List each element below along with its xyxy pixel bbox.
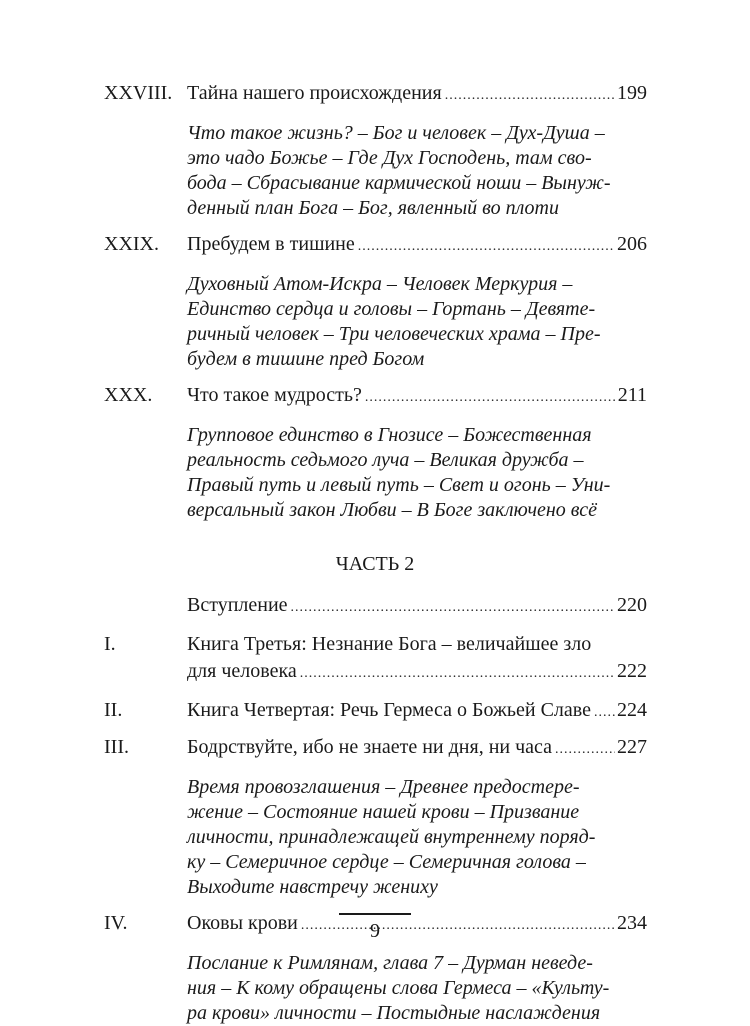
entry-description: Групповое единство в Гнозисе – Божественная реальность седьмого луча – Великая дружба – Правый путь и левый путь – Свет и огонь – Уни- версальный закон Любви – В Боге заключено всё (187, 424, 611, 521)
entry-title: Что такое мудрость? (187, 384, 362, 406)
leader-dots (358, 233, 615, 260)
entry-number: XXX. (104, 384, 153, 406)
entry-page-number: 222 (617, 660, 647, 682)
entry-page-number: 211 (617, 384, 647, 406)
toc-entry-intro[interactable] (104, 592, 647, 621)
toc-entry-xxix[interactable] (104, 231, 647, 260)
leader-dots (291, 594, 615, 621)
entry-page-number: 220 (617, 594, 647, 616)
toc-entry-ii[interactable] (104, 697, 647, 726)
entry-number: II. (104, 699, 123, 721)
toc-entry-xxviii[interactable] (104, 80, 647, 109)
leader-dots (445, 82, 615, 109)
entry-title-line2: для человека (187, 660, 297, 682)
entry-description: Послание к Римлянам, глава 7 – Дурман неведе- ния – К кому обращены слова Гермеса – «Культу- ра крови» личности – Постыдные наслаждения (187, 952, 610, 1024)
entry-description: Время провозглашения – Древнее предостере- жение – Состояние нашей крови – Призвание личности, принадлежащей внутреннему поряд- ку – Семеричное сердце – Семеричная голова – Выходите навстречу жениху (187, 776, 596, 898)
leader-dots (555, 736, 615, 763)
page-number: 9 (370, 920, 380, 942)
entry-page-number: 224 (617, 699, 647, 721)
entry-page-number: 234 (617, 912, 647, 934)
entry-number: IV. (104, 912, 128, 934)
entry-description: Духовный Атом-Искра – Человек Меркурия – Единство сердца и головы – Гортань – Девяте- ричный человек – Три человеческих храма – Пре- будем в тишине пред Богом (187, 273, 601, 370)
toc-entry-xxx[interactable] (104, 382, 647, 411)
toc-entry-iii[interactable] (104, 734, 647, 763)
leader-dots (594, 699, 615, 726)
entry-number: XXIX. (104, 233, 159, 255)
entry-title: Оковы крови (187, 912, 298, 934)
entry-number: I. (104, 633, 116, 655)
entry-description: Что такое жизнь? – Бог и человек – Дух-Душа – это чадо Божье – Где Дух Господень, там сво- бода – Сбрасывание кармической ноши – Вынуж- денный план Бога – Бог, явленный во плоти (187, 122, 611, 219)
entry-page-number: 227 (617, 736, 647, 758)
leader-dots (300, 660, 615, 687)
entry-number: XXVIII. (104, 82, 173, 104)
table-of-contents (104, 80, 647, 1026)
entry-title: Тайна нашего происхождения (187, 82, 442, 104)
entry-title: Бодрствуйте, ибо не знаете ни дня, ни часа (187, 736, 553, 758)
entry-title: Книга Четвертая: Речь Гермеса о Божьей Славе (187, 699, 591, 721)
part-heading: ЧАСТЬ 2 (335, 553, 415, 575)
entry-title: Вступление (187, 594, 288, 616)
entry-title: Пребудем в тишине (187, 233, 355, 255)
entry-title-line1: Книга Третья: Незнание Бога – величайшее зло (187, 633, 592, 655)
toc-entry-i[interactable] (104, 631, 647, 687)
leader-dots (365, 384, 616, 411)
entry-page-number: 199 (617, 82, 647, 104)
entry-page-number: 206 (617, 233, 647, 255)
footer-rule (339, 913, 411, 915)
entry-number: III. (104, 736, 129, 758)
